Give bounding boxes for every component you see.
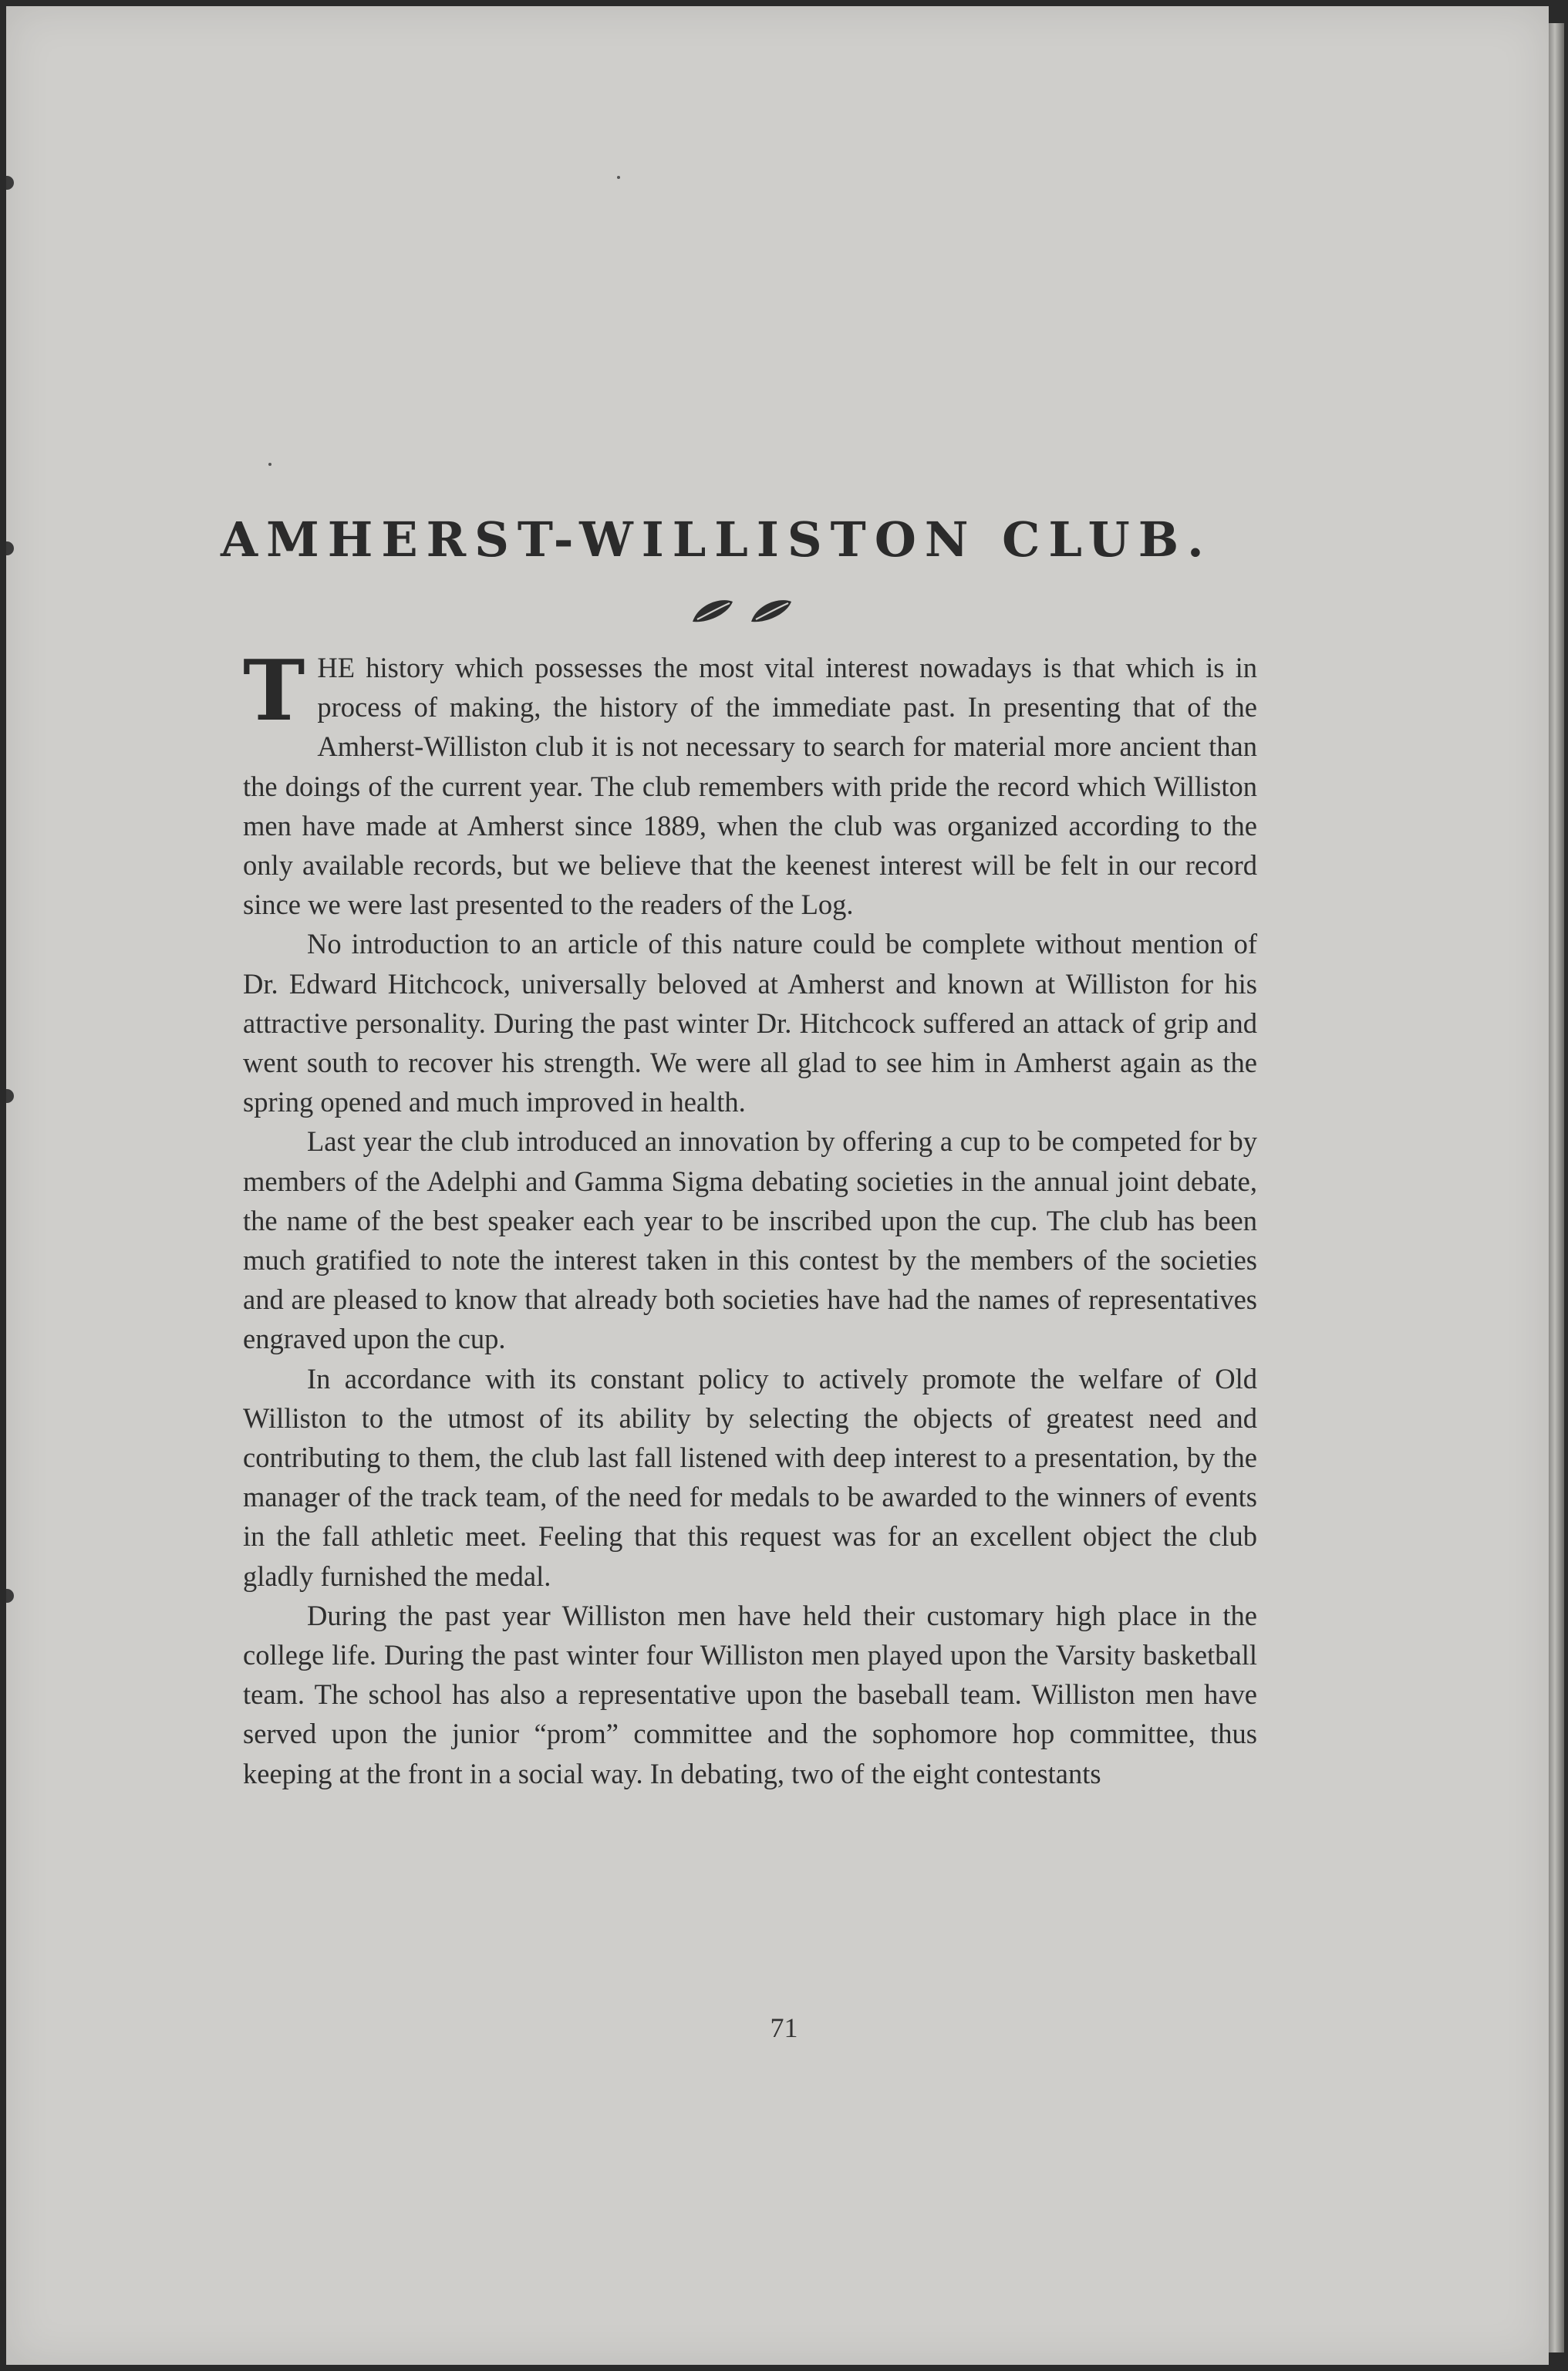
article-body [243, 642, 1257, 1793]
drop-cap: T [243, 642, 305, 740]
paper-speck [617, 176, 620, 179]
article-title: AMHERST-WILLISTON CLUB. [221, 511, 1212, 568]
page-edge [1549, 23, 1564, 2352]
paper-speck [268, 463, 271, 466]
paragraph [243, 642, 1257, 924]
paragraph: In accordance with its constant policy to actively promote the welfare of Old Williston to the utmost of its ability by selecting the objects of greatest need and contributing to them, the club last fall listened with deep interest to a presentation, by the manager of the track team, of the need for medals to be awarded to the winners of events in the fall athletic meet. Feeling that this request was for an excellent object the club gladly furnished the medal. [243, 1362, 1257, 1592]
paragraph: No introduction to an article of this nature could be complete without mention of Dr. Edward Hitchcock, universally beloved at Amherst and known at Williston for his attractive personality. During the past winter Dr. Hitchcock suffered an attack of grip and went south to recover his strength. We were all glad to see him in Amherst again as the spring opened and much improved in health. [243, 928, 1257, 1118]
paragraph: During the past year Williston men have held their customary high place in the college life. During the past winter four Williston men played upon the Varsity basketball team. The school has also a representative upon the baseball team. Williston men have served upon the junior “prom” committee and the sophomore hop committee, thus keeping at the front in a social way. In debating, two of the eight contestants [243, 1599, 1257, 1789]
page-number: 71 [770, 2012, 798, 2043]
leaf-ornament-icon [685, 595, 801, 626]
paragraph: Last year the club introduced an innovation by offering a cup to be competed for by members of the Adelphi and Gamma Sigma debating societies in the annual joint debate, the name of the best speaker each year to be inscribed upon the cup. The club has been much gratified to note the interest taken in this contest by the members of the societies and are pleased to know that already both societies have had the names of representatives engraved upon the cup. [243, 1125, 1257, 1355]
paragraph-text: HE history which possesses the most vital interest nowadays is that which is in process of making, the history of the immediate past. In presenting that of the Amherst-Williston club it is not necessary to search for material more ancient than the doings of the current year. The club remembers with pride the record which Williston men have made at Amherst since 1889, when the club was organized according to the only available records, but we believe that the keenest interest will be felt in our record since we were last presented to the readers of the Log. [243, 652, 1257, 921]
